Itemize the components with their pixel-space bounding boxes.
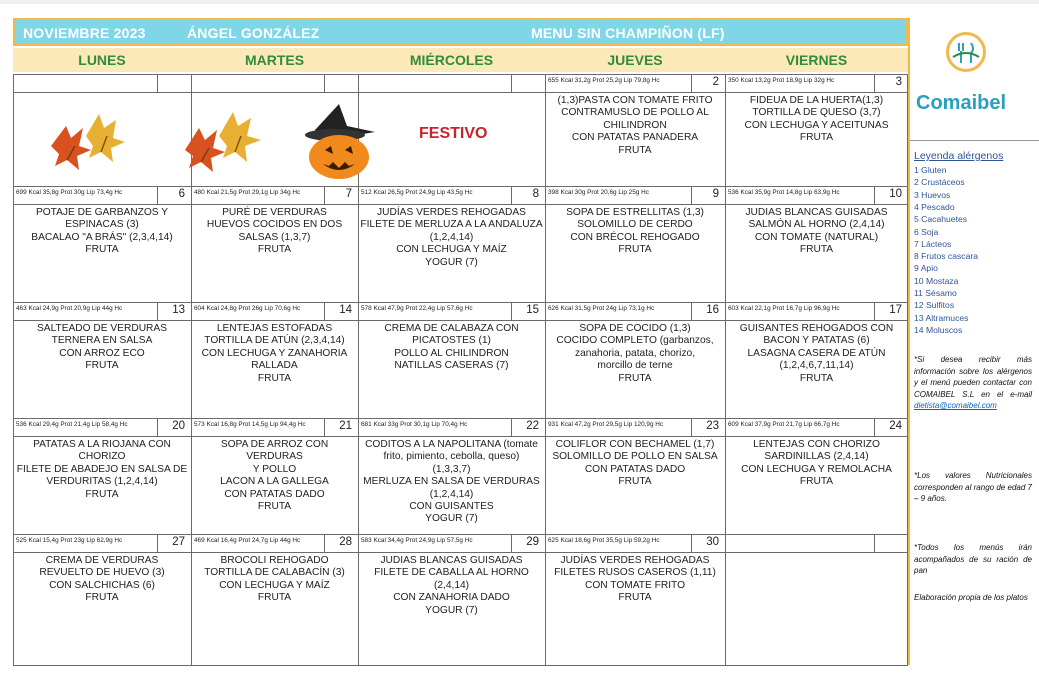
allergen-item: 1 Gluten [914, 165, 947, 175]
nutrition-info: 573 Kcal 16,8g Prot 14,5g Lip 94,4g Hc [194, 421, 306, 428]
student-name: ÁNGEL GONZÁLEZ [187, 25, 320, 41]
nutrition-info: 625 Kcal 18,6g Prot 35,5g Lip 59,2g Hc [548, 537, 660, 544]
comaibel-logo-icon [946, 32, 986, 72]
elaboration-note: Elaboración propia de los platos [914, 593, 1028, 602]
meal-text: SALTEADO DE VERDURAS TERNERA EN SALSA CON ARROZ ECO FRUTA [36, 323, 167, 372]
nutrition-info: 604 Kcal 24,8g Prot 26g Lip 70,6g Hc [194, 305, 301, 312]
day-number: 2 [712, 76, 719, 88]
column-divider [13, 74, 14, 665]
day-friday: VIERNES [785, 52, 848, 68]
contact-note-text: *Si desea recibir más información sobre los alérgenos y el menú pueden contactar con COMAIBEL S.L en el e-mail [914, 355, 1032, 399]
meal-text: PURÉ DE VERDURAS HUEVOS COCIDOS EN DOS SALSAS (1,3,7) FRUTA [206, 207, 343, 256]
contact-note [914, 354, 1032, 412]
daynum-divider [157, 302, 158, 320]
meal-text: SOPA DE ESTRELLITAS (1,3) SOLOMILLO DE CERDO CON BRÉCOL REHOGADO FRUTA [566, 207, 704, 256]
daynum-divider [157, 534, 158, 552]
daynum-divider [511, 418, 512, 436]
day-number: 14 [339, 304, 352, 316]
day-number: 20 [172, 420, 185, 432]
month-label: NOVIEMBRE 2023 [23, 25, 146, 41]
nutrition-info: 512 Kcal 26,5g Prot 24,9g Lip 43,5g Hc [361, 189, 473, 196]
nutrition-info: 655 Kcal 31,2g Prot 25,2g Lip 79,8g Hc [548, 77, 660, 84]
day-number: 15 [526, 304, 539, 316]
daynum-divider [691, 534, 692, 552]
allergen-item: 5 Cacahuetes [914, 214, 968, 225]
daynum-divider [874, 74, 875, 92]
menu-calendar [13, 18, 908, 665]
daynum-divider [324, 302, 325, 320]
row-divider [13, 552, 908, 553]
nutrition-info: 536 Kcal 35,9g Prot 14,8g Lip 63,9g Hc [728, 189, 840, 196]
daynum-divider [874, 302, 875, 320]
nutrition-info: 469 Kcal 16,4g Prot 24,7g Lip 44g Hc [194, 537, 301, 544]
window-top-strip [0, 0, 1039, 4]
meal-text: SOPA DE COCIDO (1,3) COCIDO COMPLETO (garbanzos, zanahoria, patata, chorizo, morcillo de terne FRUTA [556, 323, 714, 384]
day-number: 22 [526, 420, 539, 432]
day-thursday: JUEVES [607, 52, 663, 68]
daynum-divider [874, 534, 875, 552]
sidebar-divider [910, 140, 1039, 141]
row-divider [13, 665, 908, 666]
daynum-divider [691, 302, 692, 320]
allergen-item: 8 Frutos cascara [914, 251, 978, 262]
daynum-divider [157, 186, 158, 204]
meal-text: FIDEUA DE LA HUERTA(1,3) TORTILLA DE QUESO (3,7) CON LECHUGA Y ACEITUNAS FRUTA [744, 95, 889, 144]
nutrition-info: 536 Kcal 29,4g Prot 21,4g Lip 58,4g Hc [16, 421, 128, 428]
daynum-divider [157, 418, 158, 436]
nutrition-info: 350 Kcal 13,2g Prot 18,9g Lip 32g Hc [728, 77, 835, 84]
day-number: 24 [889, 420, 902, 432]
meal-text: PATATAS A LA RIOJANA CON CHORIZO FILETE DE ABADEJO EN SALSA DE VERDURITAS (1,2,4,14) FRUTA [16, 439, 188, 500]
allergen-item: 9 Apio [914, 263, 938, 274]
nutrition-info: 699 Kcal 35,8g Prot 30g Lip 73,4g Hc [16, 189, 123, 196]
day-wednesday: MIÉRCOLES [409, 52, 494, 68]
meal-text: GUISANTES REHOGADOS CON BACON Y PATATAS (6) LASAGNA CASERA DE ATÚN (1,2,4,6,7,11,14) FRUTA [739, 323, 894, 384]
autumn-leaves-icon [175, 106, 265, 176]
column-divider [545, 74, 546, 665]
row-divider [13, 92, 908, 93]
row-divider [13, 302, 908, 303]
row-divider [13, 418, 908, 419]
meal-text: JUDÍAS VERDES REHOGADAS FILETE DE MERLUZA A LA ANDALUZA (1,2,4,14) CON LECHUGA Y MAÍZ YOGUR (7) [360, 207, 543, 268]
nutrition-info: 603 Kcal 22,1g Prot 16,7g Lip 96,9g Hc [728, 305, 840, 312]
day-number: 27 [172, 536, 185, 548]
meal-text: CREMA DE CALABAZA CON PICATOSTES (1) POLLO AL CHILINDRON NATILLAS CASERAS (7) [384, 323, 519, 372]
day-number: 16 [706, 304, 719, 316]
day-tuesday: MARTES [244, 52, 305, 68]
meal-text: SOPA DE ARROZ CON VERDURAS Y POLLO LACON A LA GALLEGA CON PATATAS DADO FRUTA [220, 439, 329, 513]
sidebar [908, 18, 1039, 665]
weekday-header [13, 48, 908, 72]
nutrition-info: 480 Kcal 21,5g Prot 29,1g Lip 34g Hc [194, 189, 301, 196]
day-number: 13 [172, 304, 185, 316]
day-number: 30 [706, 536, 719, 548]
allergen-item: 2 Crustáceos [914, 177, 965, 188]
title-bar [13, 18, 908, 46]
meal-text: JUDIAS BLANCAS GUISADAS FILETE DE CABALLA AL HORNO (2,4,14) CON ZANAHORIA DADO YOGUR (7) [374, 555, 529, 616]
nutrition-info: 931 Kcal 47,2g Prot 29,5g Lip 120,9g Hc [548, 421, 664, 428]
meal-text: POTAJE DE GARBANZOS Y ESPINACAS (3) BACALAO "A BRÁS" (2,3,4,14) FRUTA [31, 207, 173, 256]
allergen-item: 7 Lácteos [914, 238, 952, 249]
row-divider [13, 204, 908, 205]
day-number: 28 [339, 536, 352, 548]
nutrition-info: 681 Kcal 33g Prot 30,1g Lip 70,4g Hc [361, 421, 468, 428]
meal-text: (1,3)PASTA CON TOMATE FRITO CONTRAMUSLO DE POLLO AL CHILINDRON CON PATATAS PANADERA FRUTA [557, 95, 713, 156]
allergen-item: 12 Sulfitos [914, 300, 955, 311]
allergen-item: 3 Huevos [914, 189, 951, 200]
daynum-divider [324, 186, 325, 204]
row-divider [13, 436, 908, 437]
daynum-divider [874, 418, 875, 436]
email-link[interactable]: dietista@comaibel.com [914, 401, 997, 410]
nutrition-note: *Los valores Nutricionales corresponden al rango de edad 7 – 9 años. [914, 471, 1032, 503]
nutrition-info: 609 Kcal 37,9g Prot 21,7g Lip 66,7g Hc [728, 421, 840, 428]
daynum-divider [874, 186, 875, 204]
allergen-item: 4 Pescado [914, 201, 955, 212]
nutrition-info: 463 Kcal 24,9g Prot 20,9g Lip 44g Hc [16, 305, 123, 312]
meal-text: CREMA DE VERDURAS REVUELTO DE HUEVO (3) CON SALCHICHAS (6) FRUTA [39, 555, 165, 604]
nutrition-info: 626 Kcal 31,5g Prot 24g Lip 73,1g Hc [548, 305, 655, 312]
bread-note: *Todos los menús irán acompañados de su ración de pan [914, 543, 1032, 575]
nutrition-info: 525 Kcal 15,4g Prot 23g Lip 62,9g Hc [16, 537, 123, 544]
daynum-divider [157, 74, 158, 92]
comaibel-logo-text: Comaibel [916, 92, 1007, 114]
daynum-divider [691, 186, 692, 204]
daynum-divider [511, 534, 512, 552]
day-monday: LUNES [78, 52, 126, 68]
nutrition-info: 398 Kcal 30g Prot 20,6g Lip 25g Hc [548, 189, 649, 196]
allergen-item: 14 Moluscos [914, 324, 963, 335]
halloween-pumpkin-icon [295, 102, 381, 182]
row-divider [13, 320, 908, 321]
day-number: 3 [895, 76, 902, 88]
daynum-divider [324, 74, 325, 92]
nutrition-info: 583 Kcal 34,4g Prot 24,9g Lip 57,5g Hc [361, 537, 473, 544]
allergen-item: 11 Sésamo [914, 288, 957, 298]
day-number: 29 [526, 536, 539, 548]
column-divider [725, 74, 726, 665]
daynum-divider [324, 534, 325, 552]
allergen-legend-title: Leyenda alérgenos [914, 150, 1004, 162]
meal-text: BROCOLI REHOGADO TORTILLA DE CALABACÍN (3) CON LECHUGA Y MAÍZ FRUTA [204, 555, 345, 604]
day-number: 17 [889, 304, 902, 316]
menu-title: MENU SIN CHAMPIÑON (LF) [531, 25, 725, 41]
day-number: 21 [339, 420, 352, 432]
nutrition-info: 578 Kcal 47,9g Prot 22,4g Lip 57,6g Hc [361, 305, 473, 312]
allergen-item: 13 Altramuces [914, 312, 969, 323]
allergen-item: 10 Mostaza [914, 275, 959, 286]
meal-text: COLIFLOR CON BECHAMEL (1,7) SOLOMILLO DE POLLO EN SALSA CON PATATAS DADO FRUTA [552, 439, 718, 488]
row-divider [13, 74, 908, 75]
meal-text: JUDIAS BLANCAS GUISADAS SALMÓN AL HORNO (2,4,14) CON TOMATE (NATURAL) FRUTA [745, 207, 888, 256]
meal-text: LENTEJAS CON CHORIZO SARDINILLAS (2,4,14) CON LECHUGA Y REMOLACHA FRUTA [741, 439, 892, 488]
daynum-divider [691, 74, 692, 92]
daynum-divider [511, 186, 512, 204]
day-number: 9 [712, 188, 719, 200]
meal-text: CODITOS A LA NAPOLITANA (tomate frito, pimiento, cebolla, queso) (1,3,3,7) MERLUZA EN SALSA DE VERDURAS (1,2,4,14) CON GUISANTES YOGUR (7) [363, 439, 540, 525]
day-number: 8 [532, 188, 539, 200]
day-number: 7 [345, 188, 352, 200]
autumn-leaves-icon [41, 106, 127, 176]
row-divider [13, 534, 908, 535]
day-number: 6 [178, 188, 185, 200]
daynum-divider [511, 74, 512, 92]
day-number: 10 [889, 188, 902, 200]
festivo-label: FESTIVO [419, 125, 488, 142]
daynum-divider [691, 418, 692, 436]
meal-text: JUDÍAS VERDES REHOGADAS FILETES RUSOS CASEROS (1,11) CON TOMATE FRITO FRUTA [554, 555, 716, 604]
daynum-divider [324, 418, 325, 436]
day-number: 23 [706, 420, 719, 432]
daynum-divider [511, 302, 512, 320]
allergen-item: 6 Soja [914, 226, 939, 237]
meal-text: LENTEJAS ESTOFADAS TORTILLA DE ATÚN (2,3,4,14) CON LECHUGA Y ZANAHORIA RALLADA FRUTA [201, 323, 348, 384]
row-divider [13, 186, 908, 187]
